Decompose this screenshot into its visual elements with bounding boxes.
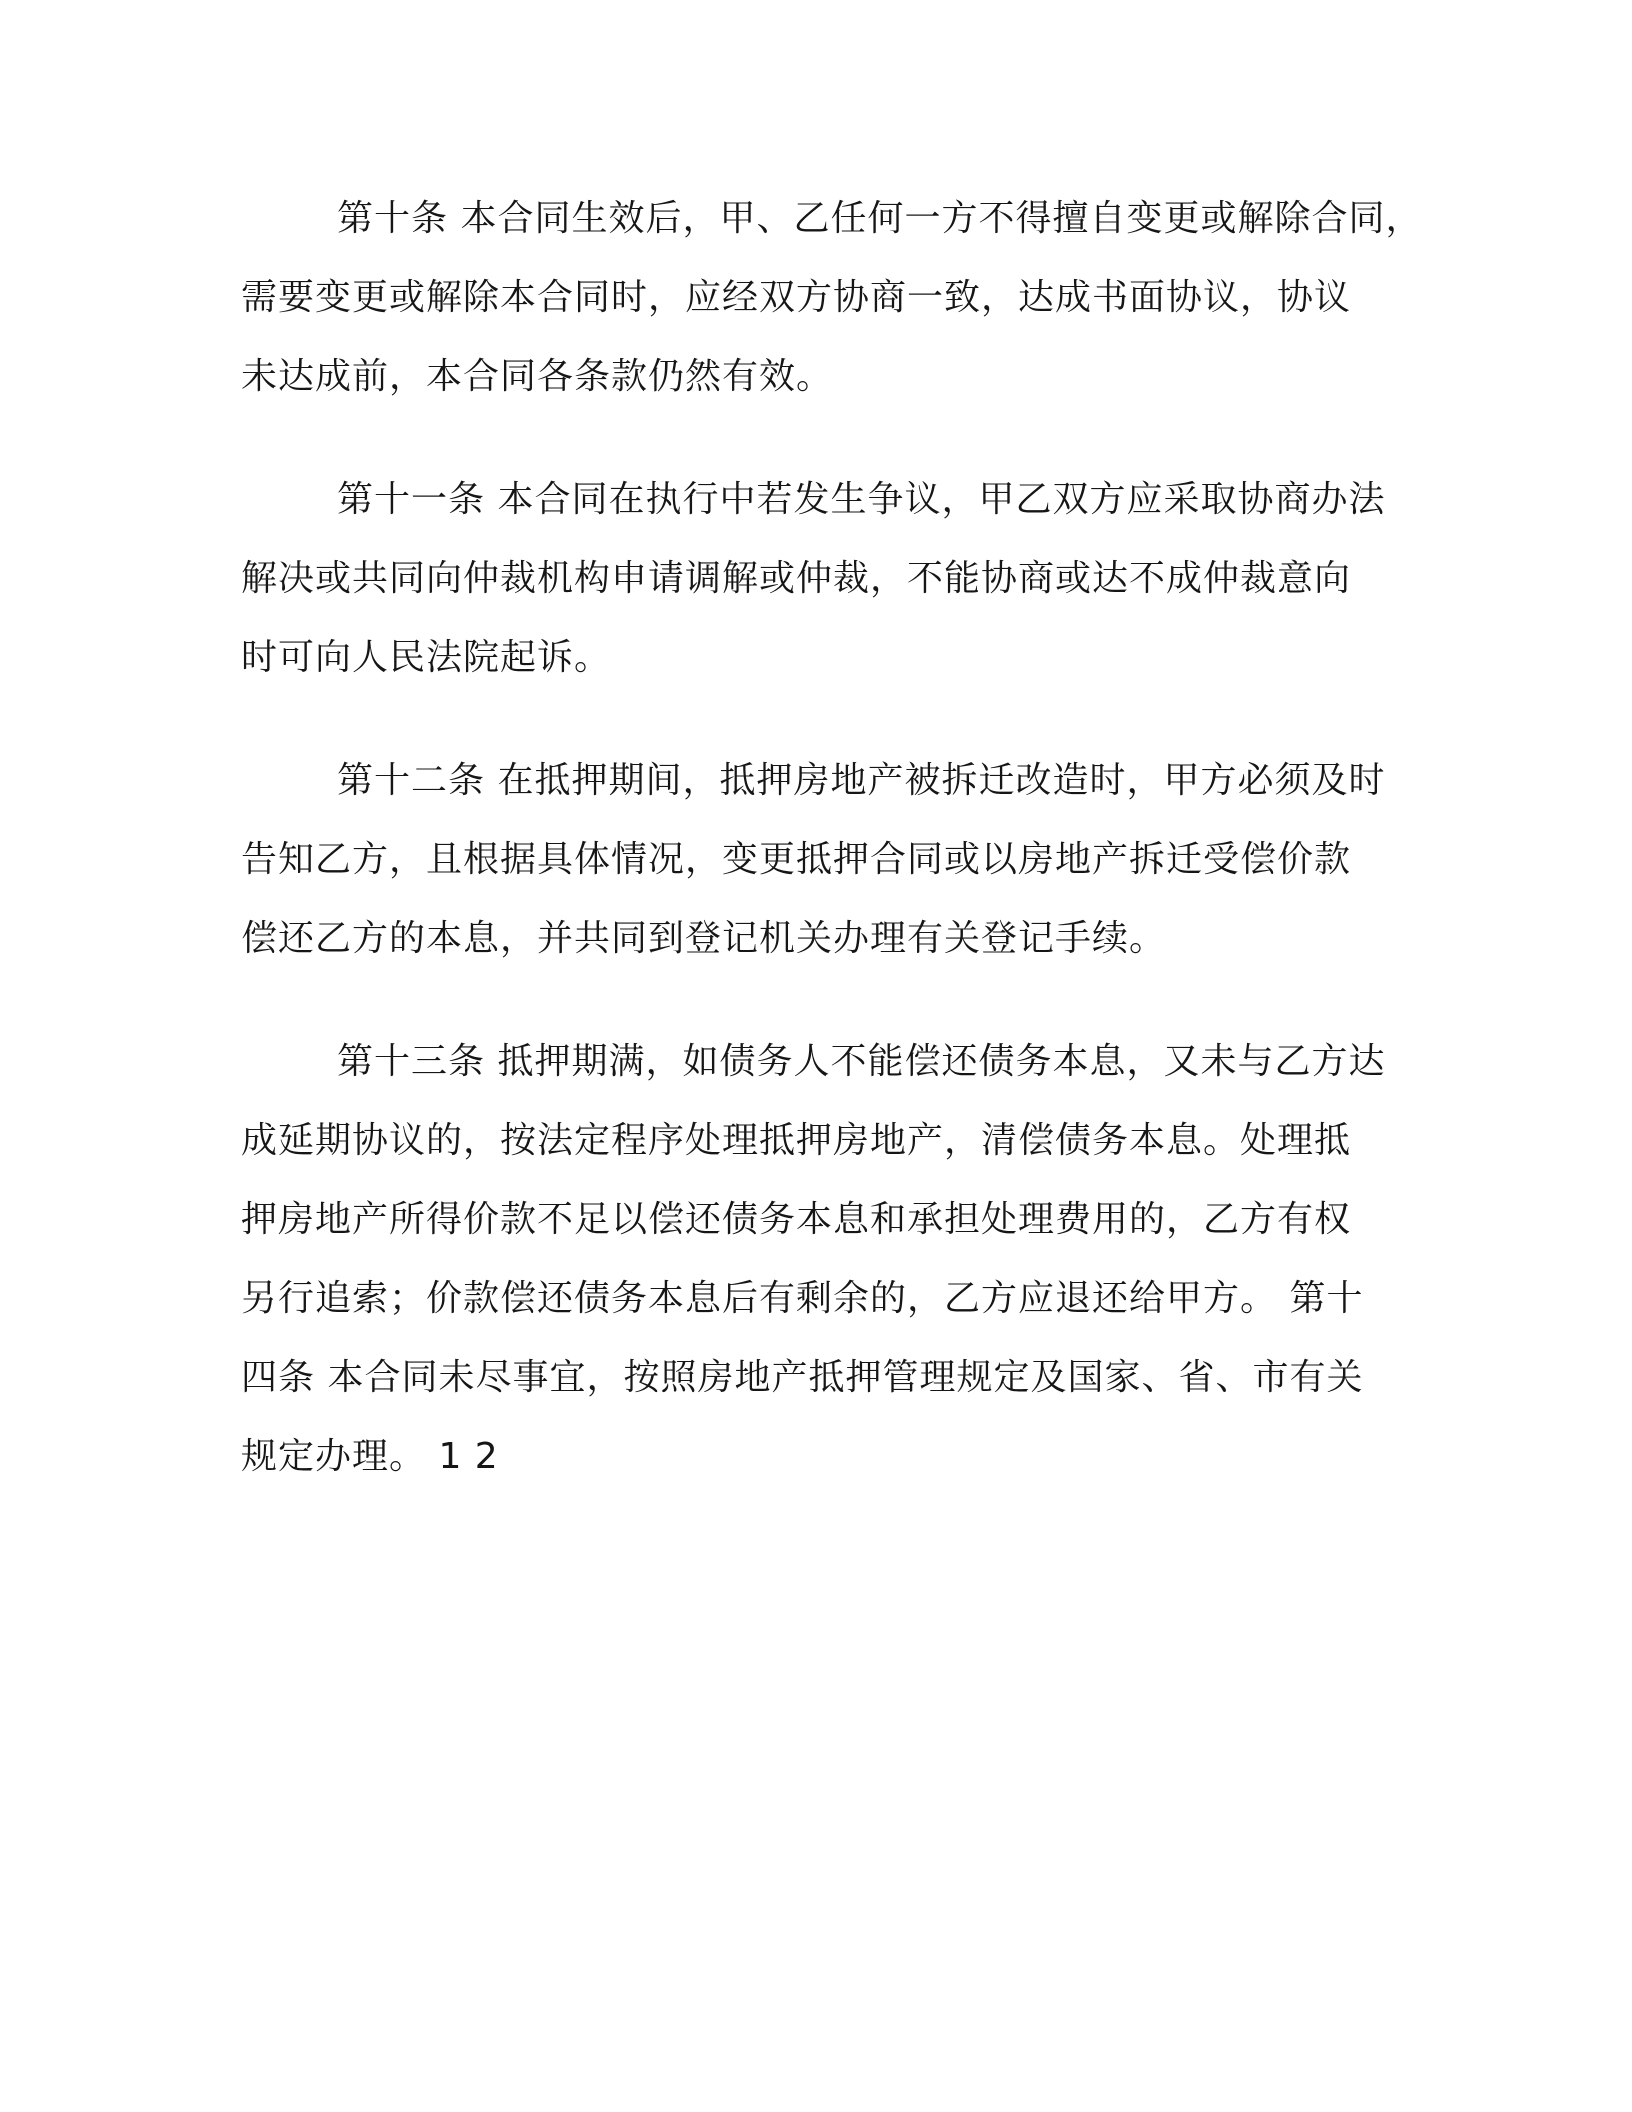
text-line: 未达成前，本合同各条款仍然有效。 [241,356,834,397]
text-line: 需要变更或解除本合同时，应经双方协商一致，达成书面协议，协议 [241,277,1352,318]
text-line: 解决或共同向仲裁机构申请调解或仲裁，不能协商或达不成仲裁意向 [241,558,1352,599]
text-line: 成延期协议的，按法定程序处理抵押房地产，清偿债务本息。处理抵 [241,1120,1352,1161]
text-line: 第十条 本合同生效后，甲、乙任何一方不得擅自变更或解除合同， [337,198,1423,239]
text-line: 第十一条 本合同在执行中若发生争议，甲乙双方应采取协商办法 [337,479,1386,520]
text-line: 另行追索；价款偿还债务本息后有剩余的，乙方应退还给甲方。 第十 [241,1278,1364,1319]
text-line: 四条 本合同未尽事宜，按照房地产抵押管理规定及国家、省、市有关 [241,1357,1364,1398]
text-line: 告知乙方，且根据具体情况，变更抵押合同或以房地产拆迁受偿价款 [241,839,1352,880]
text-line: 规定办理。 1 2 [241,1436,499,1477]
text-line: 第十二条 在抵押期间，抵押房地产被拆迁改造时，甲方必须及时 [337,760,1386,801]
text-line: 偿还乙方的本息，并共同到登记机关办理有关登记手续。 [241,918,1167,959]
article-12-paragraph [241,749,1386,986]
article-10-paragraph [241,187,1423,424]
article-11-paragraph [241,468,1386,705]
text-line: 第十三条 抵押期满，如债务人不能偿还债务本息，又未与乙方达 [337,1041,1386,1082]
article-13-14-paragraph [241,1030,1386,1504]
text-line: 押房地产所得价款不足以偿还债务本息和承担处理费用的，乙方有权 [241,1199,1352,1240]
text-line: 时可向人民法院起诉。 [241,637,612,678]
